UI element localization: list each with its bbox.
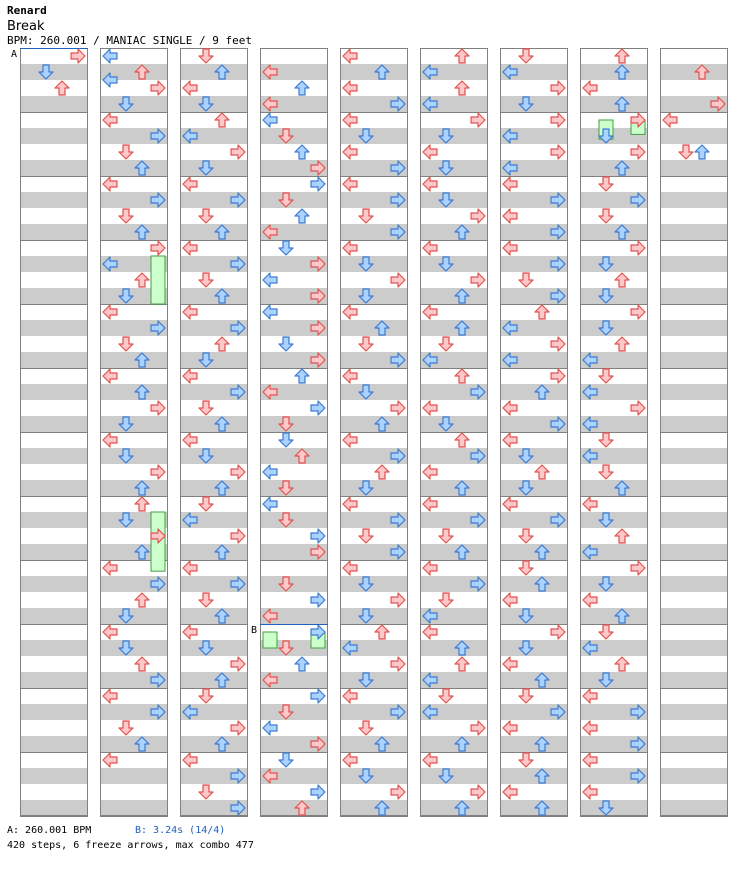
freeze-arrow-body [151, 256, 165, 304]
beat-stripe [20, 416, 88, 432]
beat-stripe [100, 768, 168, 784]
marker-label: B [251, 625, 258, 636]
beat-stripe [660, 736, 728, 752]
beat-stripe [340, 768, 408, 784]
beat-stripe [500, 736, 568, 752]
beat-stripe [340, 672, 408, 688]
beat-stripe [660, 224, 728, 240]
beat-stripe [20, 480, 88, 496]
beat-stripe [500, 608, 568, 624]
beat-stripe [260, 704, 328, 720]
beat-stripe [660, 160, 728, 176]
beat-stripe [340, 384, 408, 400]
beat-stripe [180, 288, 248, 304]
beat-stripe [20, 448, 88, 464]
beat-stripe [580, 64, 648, 80]
beat-stripe [180, 480, 248, 496]
beat-stripe [100, 736, 168, 752]
beat-stripe [500, 448, 568, 464]
beat-stripe [580, 512, 648, 528]
chart-info: BPM: 260.001 / MANIAC SINGLE / 9 feet [7, 34, 253, 47]
beat-stripe [660, 64, 728, 80]
beat-stripe [260, 192, 328, 208]
beat-stripe [420, 224, 488, 240]
beat-stripe [660, 608, 728, 624]
beat-stripe [420, 736, 488, 752]
beat-stripe [420, 192, 488, 208]
beat-stripe [20, 800, 88, 816]
beat-stripe [180, 608, 248, 624]
beat-stripe [100, 96, 168, 112]
beat-stripe [20, 224, 88, 240]
beat-stripe [340, 800, 408, 816]
beat-stripe [100, 384, 168, 400]
beat-stripe [420, 800, 488, 816]
beat-stripe [500, 672, 568, 688]
beat-stripe [580, 576, 648, 592]
beat-stripe [420, 640, 488, 656]
beat-stripe [500, 384, 568, 400]
beat-stripe [340, 288, 408, 304]
beat-stripe [340, 736, 408, 752]
beat-stripe [20, 192, 88, 208]
beat-stripe [100, 352, 168, 368]
beat-stripe [20, 608, 88, 624]
beat-stripe [660, 640, 728, 656]
beat-stripe [580, 672, 648, 688]
beat-stripe [180, 672, 248, 688]
beat-stripe [100, 480, 168, 496]
beat-stripe [340, 576, 408, 592]
freeze-arrow-body [263, 632, 277, 648]
beat-stripe [420, 544, 488, 560]
beat-stripe [180, 160, 248, 176]
beat-stripe [20, 736, 88, 752]
beat-stripe [180, 736, 248, 752]
beat-stripe [20, 576, 88, 592]
beat-stripe [20, 544, 88, 560]
beat-stripe [500, 640, 568, 656]
beat-stripe [180, 544, 248, 560]
beat-stripe [500, 96, 568, 112]
beat-stripe [580, 800, 648, 816]
beat-stripe [340, 416, 408, 432]
bpm-legend: A: 260.001 BPM [7, 825, 92, 836]
beat-stripe [420, 288, 488, 304]
beat-stripe [580, 224, 648, 240]
beat-stripe [100, 800, 168, 816]
beat-stripe [580, 480, 648, 496]
beat-stripe [420, 320, 488, 336]
beat-stripe [180, 64, 248, 80]
beat-stripe [20, 640, 88, 656]
beat-stripe [20, 768, 88, 784]
beat-stripe [260, 576, 328, 592]
beat-stripe [100, 416, 168, 432]
beat-stripe [260, 416, 328, 432]
beat-stripe [20, 128, 88, 144]
beat-stripe [580, 96, 648, 112]
beat-stripe [660, 192, 728, 208]
beat-stripe [660, 576, 728, 592]
chart-stats: 420 steps, 6 freeze arrows, max combo 477 [7, 840, 254, 851]
beat-stripe [180, 640, 248, 656]
beat-stripe [660, 800, 728, 816]
beat-stripe [660, 352, 728, 368]
beat-stripe [180, 416, 248, 432]
beat-stripe [100, 640, 168, 656]
beat-stripe [660, 384, 728, 400]
beat-stripe [420, 768, 488, 784]
beat-stripe [660, 416, 728, 432]
beat-stripe [340, 608, 408, 624]
beat-stripe [660, 544, 728, 560]
beat-stripe [660, 480, 728, 496]
beat-stripe [180, 224, 248, 240]
beat-stripe [340, 256, 408, 272]
beat-stripe [420, 416, 488, 432]
beat-stripe [100, 224, 168, 240]
beat-stripe [260, 480, 328, 496]
beat-stripe [260, 128, 328, 144]
beat-stripe [340, 64, 408, 80]
beat-stripe [20, 704, 88, 720]
beat-stripe [100, 448, 168, 464]
beat-stripe [580, 160, 648, 176]
beat-stripe [500, 544, 568, 560]
beat-stripe [20, 288, 88, 304]
beat-stripe [580, 256, 648, 272]
beat-stripe [580, 320, 648, 336]
beat-stripe [260, 448, 328, 464]
beat-stripe [100, 160, 168, 176]
beat-stripe [660, 768, 728, 784]
beat-stripe [660, 256, 728, 272]
beat-stripe [20, 320, 88, 336]
beat-stripe [500, 800, 568, 816]
stop-legend: B: 3.24s (14/4) [135, 825, 226, 836]
beat-stripe [340, 480, 408, 496]
beat-stripe [660, 288, 728, 304]
beat-stripe [180, 448, 248, 464]
beat-stripe [420, 256, 488, 272]
beat-stripe [500, 576, 568, 592]
beat-stripe [500, 480, 568, 496]
beat-stripe [20, 352, 88, 368]
beat-stripe [180, 352, 248, 368]
beat-stripe [660, 448, 728, 464]
song-title: Break [7, 19, 45, 34]
beat-stripe [420, 128, 488, 144]
beat-stripe [20, 160, 88, 176]
beat-stripe [660, 672, 728, 688]
beat-stripe [660, 128, 728, 144]
beat-stripe [100, 608, 168, 624]
beat-stripe [20, 96, 88, 112]
beat-stripe [340, 320, 408, 336]
beat-stripe [660, 704, 728, 720]
beat-stripe [20, 512, 88, 528]
marker-label: A [11, 49, 18, 60]
beat-stripe [580, 608, 648, 624]
beat-stripe [20, 64, 88, 80]
beat-stripe [20, 256, 88, 272]
beat-stripe [20, 672, 88, 688]
beat-stripe [660, 512, 728, 528]
beat-stripe [260, 800, 328, 816]
beat-stripe [420, 160, 488, 176]
beat-stripe [580, 288, 648, 304]
beat-stripe [660, 320, 728, 336]
beat-stripe [340, 128, 408, 144]
artist-name: Renard [7, 4, 47, 17]
beat-stripe [260, 512, 328, 528]
beat-stripe [420, 480, 488, 496]
beat-stripe [180, 96, 248, 112]
beat-stripe [20, 384, 88, 400]
beat-stripe [500, 768, 568, 784]
